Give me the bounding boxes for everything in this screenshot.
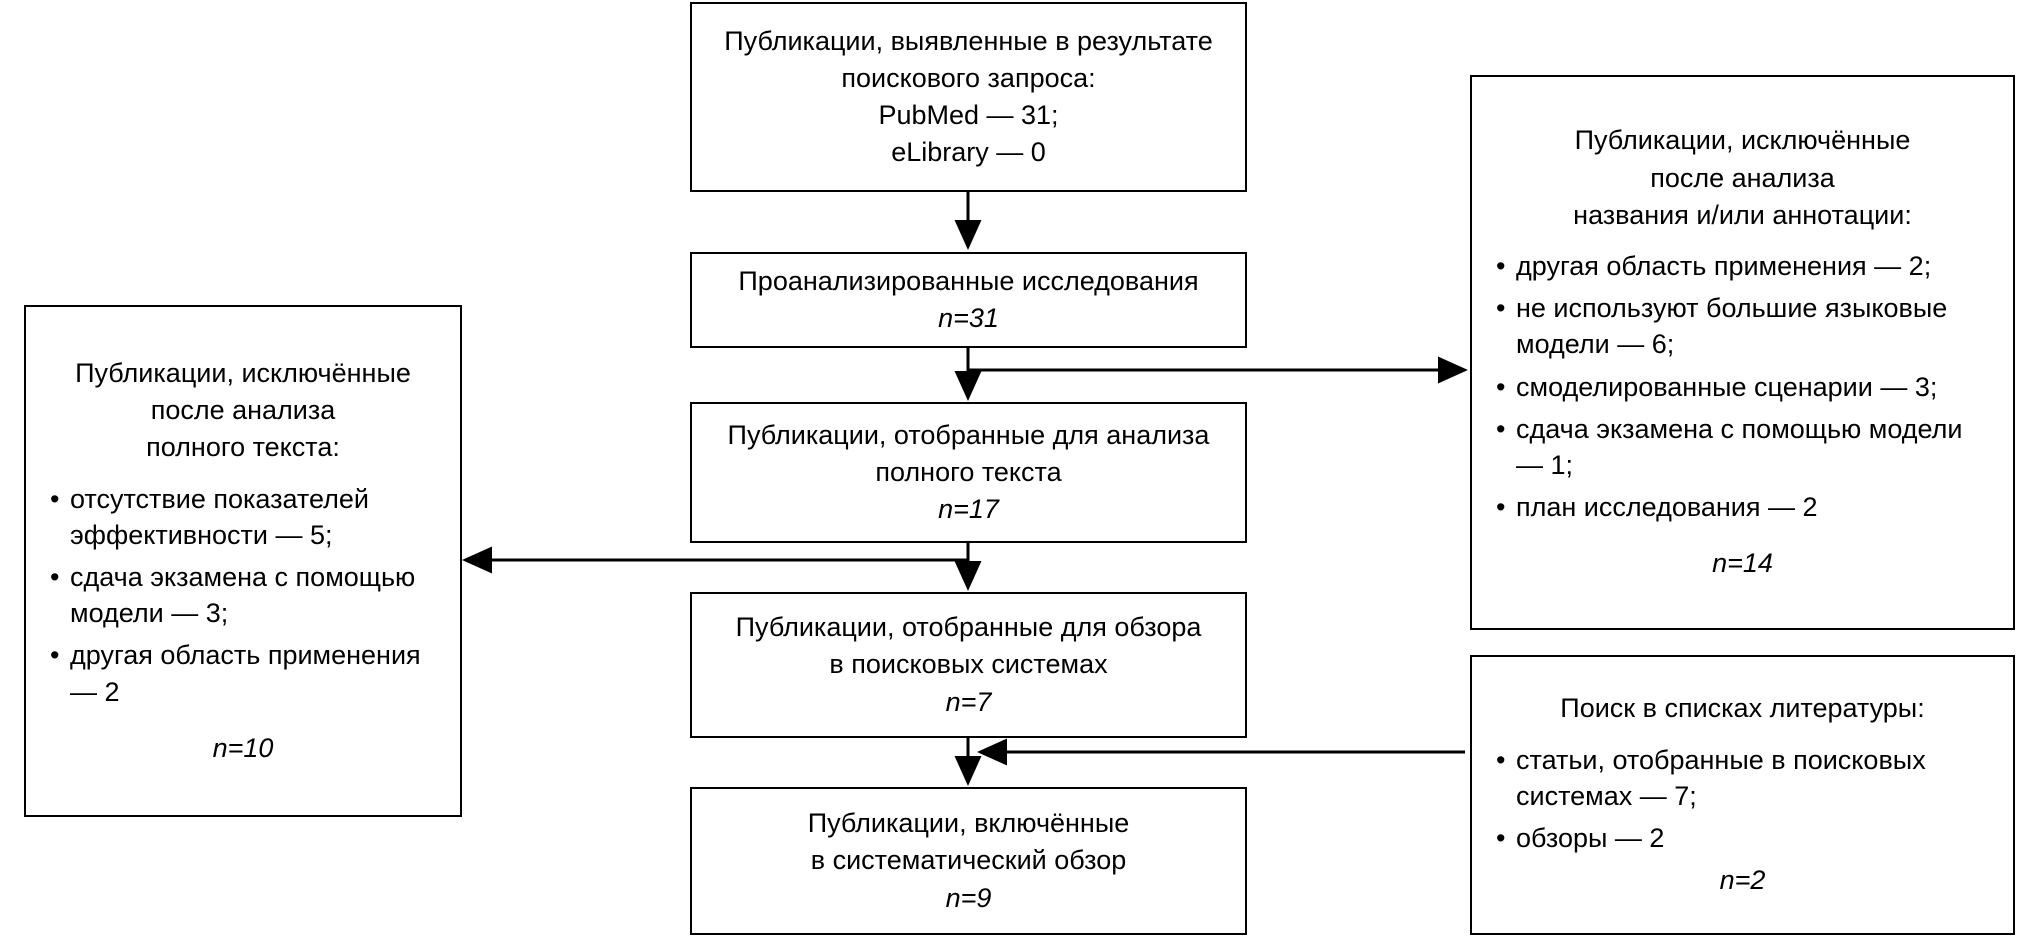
node-reference-search-bullets <box>1490 742 1995 863</box>
list-item: • другая область применения — 2; <box>1490 248 1995 284</box>
node-search-systems-count: n=7 <box>945 686 992 717</box>
list-item: • план исследования — 2 <box>1490 489 1995 525</box>
list-item: • обзоры — 2 <box>1490 820 1995 856</box>
spacer <box>1490 234 1995 248</box>
node-included-count: n=9 <box>945 882 992 913</box>
spacer <box>1490 531 1995 545</box>
node-identified-line-2: поискового запроса: <box>841 62 1096 93</box>
node-identified-line-3: PubMed — 31; <box>878 100 1059 130</box>
node-excluded-fulltext-head-3: полного текста: <box>146 432 340 463</box>
node-search-systems-selected <box>690 592 1247 738</box>
node-analyzed-line-1: Проанализированные исследования <box>738 265 1199 296</box>
list-item: • смоделированные сценарии — 3; <box>1490 369 1995 405</box>
node-excluded-fulltext-bullets <box>44 481 442 716</box>
spacer <box>1490 728 1995 742</box>
node-included <box>690 787 1247 935</box>
node-excluded-title-abstract-head-3: названия и/или аннотации: <box>1573 199 1912 230</box>
node-excluded-fulltext-count: n=10 <box>212 732 274 763</box>
node-identified <box>690 2 1247 192</box>
list-item: • не используют большие языковые модели — 6; <box>1490 290 1995 362</box>
node-included-line-1: Публикации, включённые <box>807 808 1130 839</box>
node-identified-line-4: eLibrary — 0 <box>891 137 1046 168</box>
list-item: • сдача экзамена с помощью модели — 3; <box>44 559 442 631</box>
node-analyzed-count: n=31 <box>938 303 999 333</box>
list-item: • другая область применения — 2 <box>44 637 442 709</box>
node-search-systems-line-2: в поисковых системах <box>829 649 1108 680</box>
node-fulltext-selected <box>690 402 1247 543</box>
node-fulltext-selected-line-2: полного текста <box>875 456 1062 487</box>
node-fulltext-selected-line-1: Публикации, отобранные для анализа <box>727 419 1210 450</box>
node-excluded-fulltext <box>24 305 462 817</box>
node-identified-line-1: Публикации, выявленные в результате <box>724 25 1213 56</box>
node-excluded-title-abstract-head-1: Публикации, исключённые <box>1574 125 1911 156</box>
node-fulltext-selected-count: n=17 <box>938 494 999 525</box>
node-excluded-title-abstract-head-2: после анализа <box>1650 162 1835 193</box>
list-item: • сдача экзамена с помощью модели — 1; <box>1490 411 1995 483</box>
spacer <box>44 467 442 481</box>
node-included-line-2: в систематический обзор <box>810 845 1127 876</box>
spacer <box>44 716 442 730</box>
node-excluded-fulltext-head-1: Публикации, исключённые <box>75 357 411 388</box>
node-excluded-title-abstract-bullets <box>1490 248 1995 531</box>
node-analyzed <box>690 252 1247 348</box>
node-reference-search <box>1470 655 2015 935</box>
list-item: • отсутствие показателей эффективности — 5; <box>44 481 442 553</box>
list-item: • статьи, отобранные в поисковых системах — 7; <box>1490 742 1995 814</box>
node-excluded-fulltext-head-2: после анализа <box>150 395 336 426</box>
node-reference-search-count: n=2 <box>1719 865 1766 896</box>
node-reference-search-head-1: Поиск в списках литературы: <box>1560 693 1925 724</box>
node-excluded-title-abstract <box>1470 75 2015 630</box>
node-search-systems-line-1: Публикации, отобранные для обзора <box>735 612 1202 643</box>
node-excluded-title-abstract-count: n=14 <box>1712 548 1773 579</box>
